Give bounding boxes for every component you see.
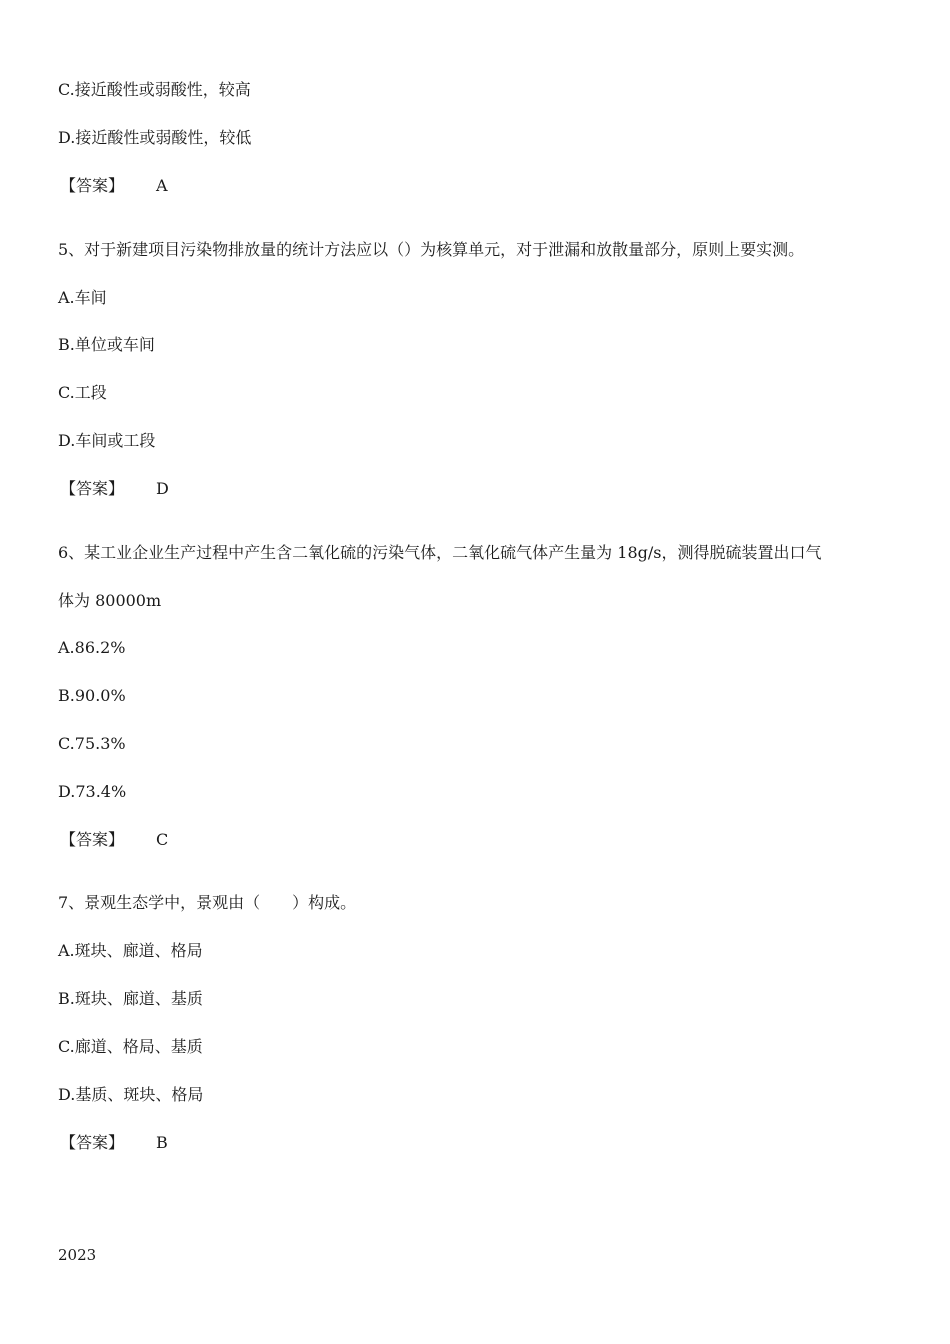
q7-option-d: D.基质、斑块、格局 (58, 1085, 204, 1104)
q4-answer (60, 176, 168, 196)
q6-stem-line1: 6、某工业企业生产过程中产生含二氧化硫的污染气体，二氧化硫气体产生量为 18g/s，测得脱硫装置出口气 (58, 543, 822, 562)
q5-option-b: B.单位或车间 (58, 335, 155, 354)
answer-value: D (156, 479, 169, 498)
q7-option-b: B.斑块、廊道、基质 (58, 989, 203, 1008)
q4-option-d: D.接近酸性或弱酸性，较低 (58, 128, 252, 147)
answer-label: 【答案】 (60, 830, 125, 849)
footer-year: 2023 (58, 1246, 97, 1264)
q6-option-c: C.75.3% (58, 734, 126, 753)
q7-option-c: C.廊道、格局、基质 (58, 1037, 203, 1056)
q5-option-a: A.车间 (58, 288, 107, 307)
q5-option-d: D.车间或工段 (58, 431, 156, 450)
q7-answer (60, 1133, 168, 1153)
answer-value: C (156, 830, 169, 849)
q6-answer (60, 830, 168, 850)
q7-option-a: A.斑块、廊道、格局 (58, 941, 203, 960)
answer-label: 【答案】 (60, 176, 125, 195)
q6-option-a: A.86.2% (58, 638, 126, 657)
q5-answer (60, 479, 169, 499)
q6-option-d: D.73.4% (58, 782, 127, 801)
q5-option-c: C.工段 (58, 383, 107, 402)
q6-stem-line2: 体为 80000m (58, 591, 162, 610)
q6-option-b: B.90.0% (58, 686, 126, 705)
q7-stem: 7、景观生态学中，景观由（ ）构成。 (58, 893, 357, 912)
answer-value: B (156, 1133, 168, 1152)
q5-stem: 5、对于新建项目污染物排放量的统计方法应以（）为核算单元，对于泄漏和放散量部分，原则上要实测。 (58, 240, 805, 259)
answer-value: A (156, 176, 168, 195)
answer-label: 【答案】 (60, 1133, 125, 1152)
q4-option-c: C.接近酸性或弱酸性，较高 (58, 80, 251, 99)
answer-label: 【答案】 (60, 479, 125, 498)
